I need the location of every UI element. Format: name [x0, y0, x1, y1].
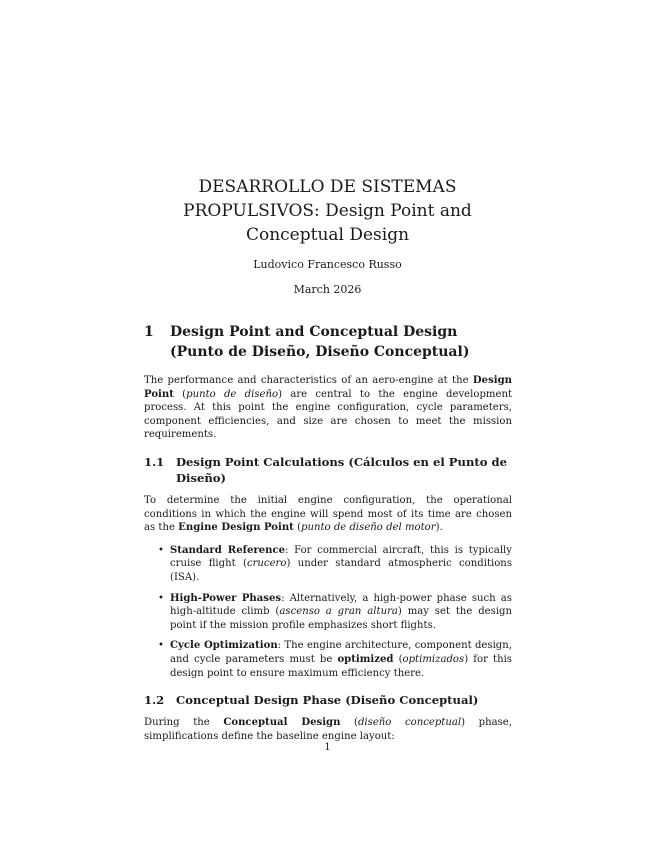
subsection-paragraph [144, 494, 512, 535]
subsection-number: 1.2 [144, 693, 165, 708]
bullet-label: High-Power Phases [170, 592, 282, 604]
document-title: DESARROLLO DE SISTEMAS PROPULSIVOS: Design Point and Conceptual Design [183, 177, 472, 245]
bullet-icon: • [158, 640, 164, 652]
text-run: ( [173, 388, 187, 400]
text-run: ( [340, 717, 358, 729]
list-item [158, 544, 512, 585]
bold-term: Design Point [144, 375, 512, 400]
bullet-icon: • [158, 592, 164, 604]
italic-term: punto de diseño [186, 388, 279, 400]
text-run: : Alternatively, a high-power phase such as high-altitude climb ( [170, 592, 512, 618]
bold-term: Conceptual Design [223, 717, 341, 729]
list-item [158, 639, 512, 680]
document-date: March 2026 [293, 283, 362, 296]
italic-term: optimizados [402, 653, 465, 665]
section-number: 1 [144, 324, 154, 340]
subsection-title: Design Point Calculations (Cálculos en el Punto de Diseño) [176, 454, 507, 485]
text-run: ) under standard atmospheric conditions (ISA). [170, 558, 512, 583]
italic-term: crucero [246, 558, 287, 570]
document-author: Ludovico Francesco Russo [253, 258, 402, 271]
subsection-title: Conceptual Design Phase (Diseño Conceptual) [176, 693, 479, 708]
italic-term: punto de diseño del motor [301, 522, 436, 534]
text-run: ) may set the design point if the mission profile emphasizes short flights. [170, 606, 513, 631]
bullet-list [144, 544, 512, 680]
subsection-heading [144, 454, 512, 486]
text-run: : The engine architecture, component design, and cycle parameters must be [170, 640, 512, 665]
text-run: The performance and characteristics of an aero-engine at the [144, 375, 473, 386]
italic-term: diseño conceptual [357, 717, 462, 729]
text-run: ( [393, 653, 403, 665]
text-run: ) phase, simplifications define the baseline engine layout: [144, 717, 512, 742]
text-run: To determine the initial engine configuration, the operational conditions in which the engine will spend most of its time are chosen as the [144, 494, 512, 534]
text-run: ( [293, 522, 302, 534]
subsection-paragraph [144, 716, 512, 743]
text-run: During the [144, 717, 224, 729]
list-item [158, 592, 513, 633]
document-body [144, 322, 512, 743]
subsection-heading [144, 692, 512, 708]
text-run: ) are central to the engine development process. At this point the engine configuration, cycle parameters, component efficiencies, and size are chosen to meet the mission requirements. [144, 388, 513, 441]
bold-term: optimized [337, 653, 394, 665]
text-run: ). [435, 522, 443, 534]
section-paragraph [144, 374, 512, 442]
section-heading [144, 322, 512, 362]
bullet-label: Cycle Optimization [170, 640, 278, 652]
page-number: 1 [324, 742, 331, 753]
text-run: : For commercial aircraft, this is typically cruise flight ( [170, 544, 512, 570]
italic-term: ascenso a gran altura [279, 606, 398, 618]
bold-term: Engine Design Point [178, 522, 294, 534]
bullet-icon: • [158, 544, 164, 556]
bullet-label: Standard Reference [170, 544, 286, 556]
section-title: Design Point and Conceptual Design (Punto de Diseño, Diseño Conceptual) [170, 324, 470, 360]
subsection-number: 1.1 [144, 454, 165, 469]
text-run: ) for this design point to ensure maximum efficiency there. [170, 653, 512, 679]
